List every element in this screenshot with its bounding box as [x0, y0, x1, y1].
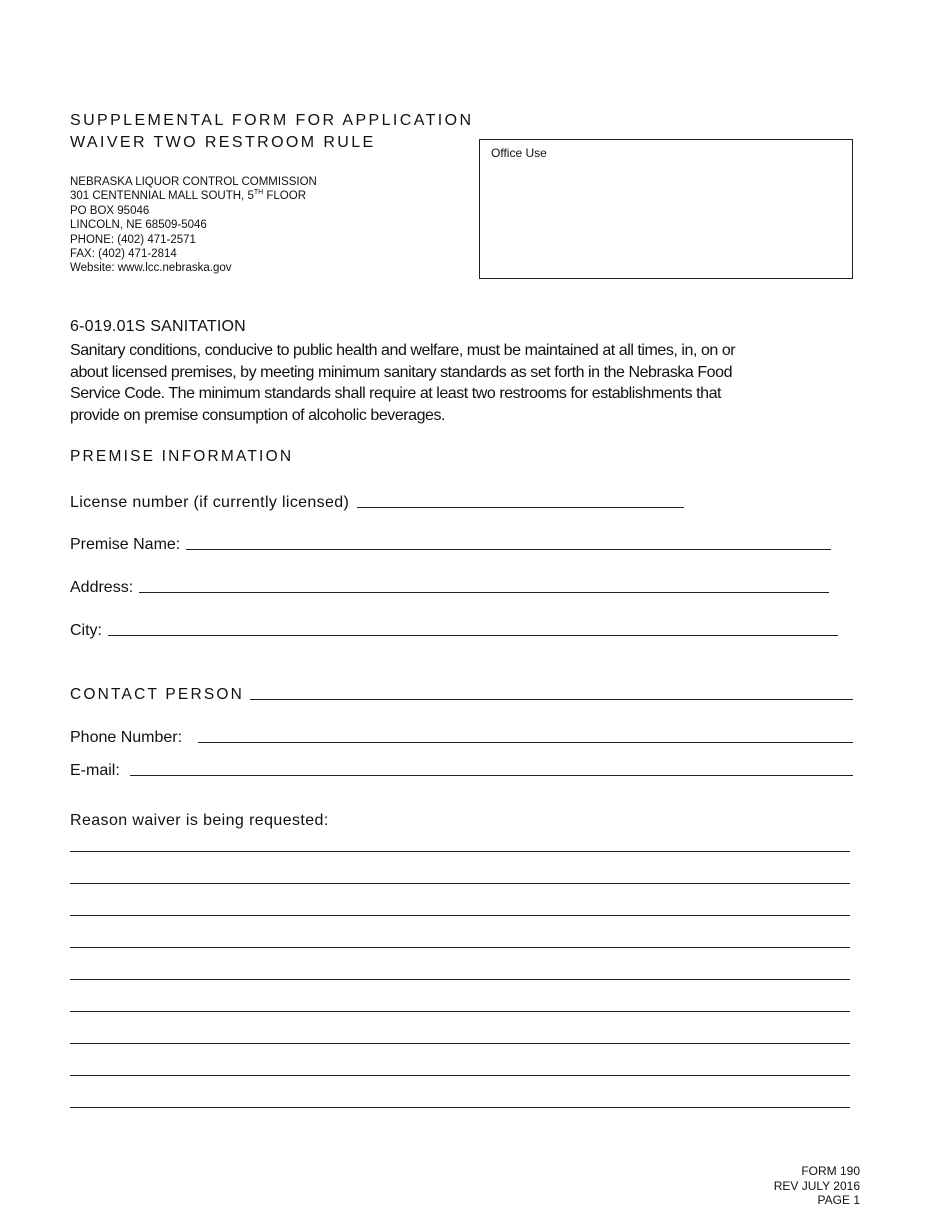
regulation-text — [70, 340, 850, 426]
premise-name-input-line[interactable] — [186, 549, 831, 550]
phone-number-input-line[interactable] — [198, 742, 853, 743]
agency-website: Website: www.lcc.nebraska.gov — [70, 262, 232, 275]
phone-number-field — [70, 725, 853, 747]
email-label: E-mail: — [70, 762, 120, 779]
email-field — [70, 758, 853, 780]
form-title-line-1: SUPPLEMENTAL FORM FOR APPLICATION — [70, 112, 474, 129]
phone-number-label: Phone Number: — [70, 729, 183, 746]
reason-input-line[interactable] — [70, 883, 850, 884]
agency-fax: FAX: (402) 471-2814 — [70, 247, 177, 260]
license-number-input-line[interactable] — [357, 507, 684, 508]
city-input-line[interactable] — [108, 635, 838, 636]
reason-input-line[interactable] — [70, 915, 850, 916]
premise-info-heading: PREMISE INFORMATION — [70, 448, 294, 465]
regulation-line: about licensed premises, by meeting minimum sanitary standards as set forth in the Nebraska Food — [70, 363, 733, 381]
agency-address-block — [70, 175, 317, 276]
license-number-label: License number (if currently licensed) — [70, 494, 350, 511]
agency-name: NEBRASKA LIQUOR CONTROL COMMISSION — [70, 176, 317, 188]
regulation-line: provide on premise consumption of alcoholic beverages. — [70, 406, 446, 424]
reason-input-line[interactable] — [70, 1011, 850, 1012]
agency-street-prefix: 301 CENTENNIAL MALL SOUTH, 5 — [70, 190, 254, 203]
contact-person-label: CONTACT PERSON — [70, 686, 245, 703]
address-field — [70, 575, 829, 597]
premise-name-field — [70, 532, 831, 554]
form-title-line-2: WAIVER TWO RESTROOM RULE — [70, 134, 376, 151]
agency-street-sup: TH — [253, 189, 264, 197]
reason-label: Reason waiver is being requested: — [70, 812, 329, 829]
agency-city: LINCOLN, NE 68509-5046 — [70, 219, 207, 232]
contact-person-field — [70, 682, 853, 704]
reason-input-line[interactable] — [70, 851, 850, 852]
city-label: City: — [70, 622, 102, 639]
regulation-code: 6-019.01S SANITATION — [70, 318, 246, 335]
email-input-line[interactable] — [130, 775, 853, 776]
city-field — [70, 618, 838, 640]
office-use-box — [479, 139, 853, 279]
reason-input-line[interactable] — [70, 1043, 850, 1044]
form-number: FORM 190 — [801, 1164, 860, 1178]
agency-phone: PHONE: (402) 471-2571 — [70, 233, 196, 246]
reason-input-line[interactable] — [70, 979, 850, 980]
agency-street — [70, 189, 317, 203]
regulation-line: Service Code. The minimum standards shall require at least two restrooms for establishments that — [70, 385, 722, 402]
reason-input-line[interactable] — [70, 947, 850, 948]
page-number: PAGE 1 — [817, 1193, 860, 1207]
premise-name-label: Premise Name: — [70, 536, 181, 553]
office-use-label: Office Use — [491, 146, 547, 160]
form-footer — [774, 1164, 860, 1208]
address-input-line[interactable] — [139, 592, 829, 593]
contact-person-input-line[interactable] — [250, 699, 853, 700]
agency-po-box: PO BOX 95046 — [70, 204, 150, 217]
reason-input-line[interactable] — [70, 1075, 850, 1076]
regulation-line: Sanitary conditions, conducive to public health and welfare, must be maintained at all times, in, on or — [70, 342, 736, 359]
address-label: Address: — [70, 579, 134, 596]
reason-input-line[interactable] — [70, 1107, 850, 1108]
agency-street-suffix: FLOOR — [263, 190, 306, 203]
license-number-field — [70, 490, 684, 512]
form-revision: REV JULY 2016 — [773, 1178, 860, 1193]
